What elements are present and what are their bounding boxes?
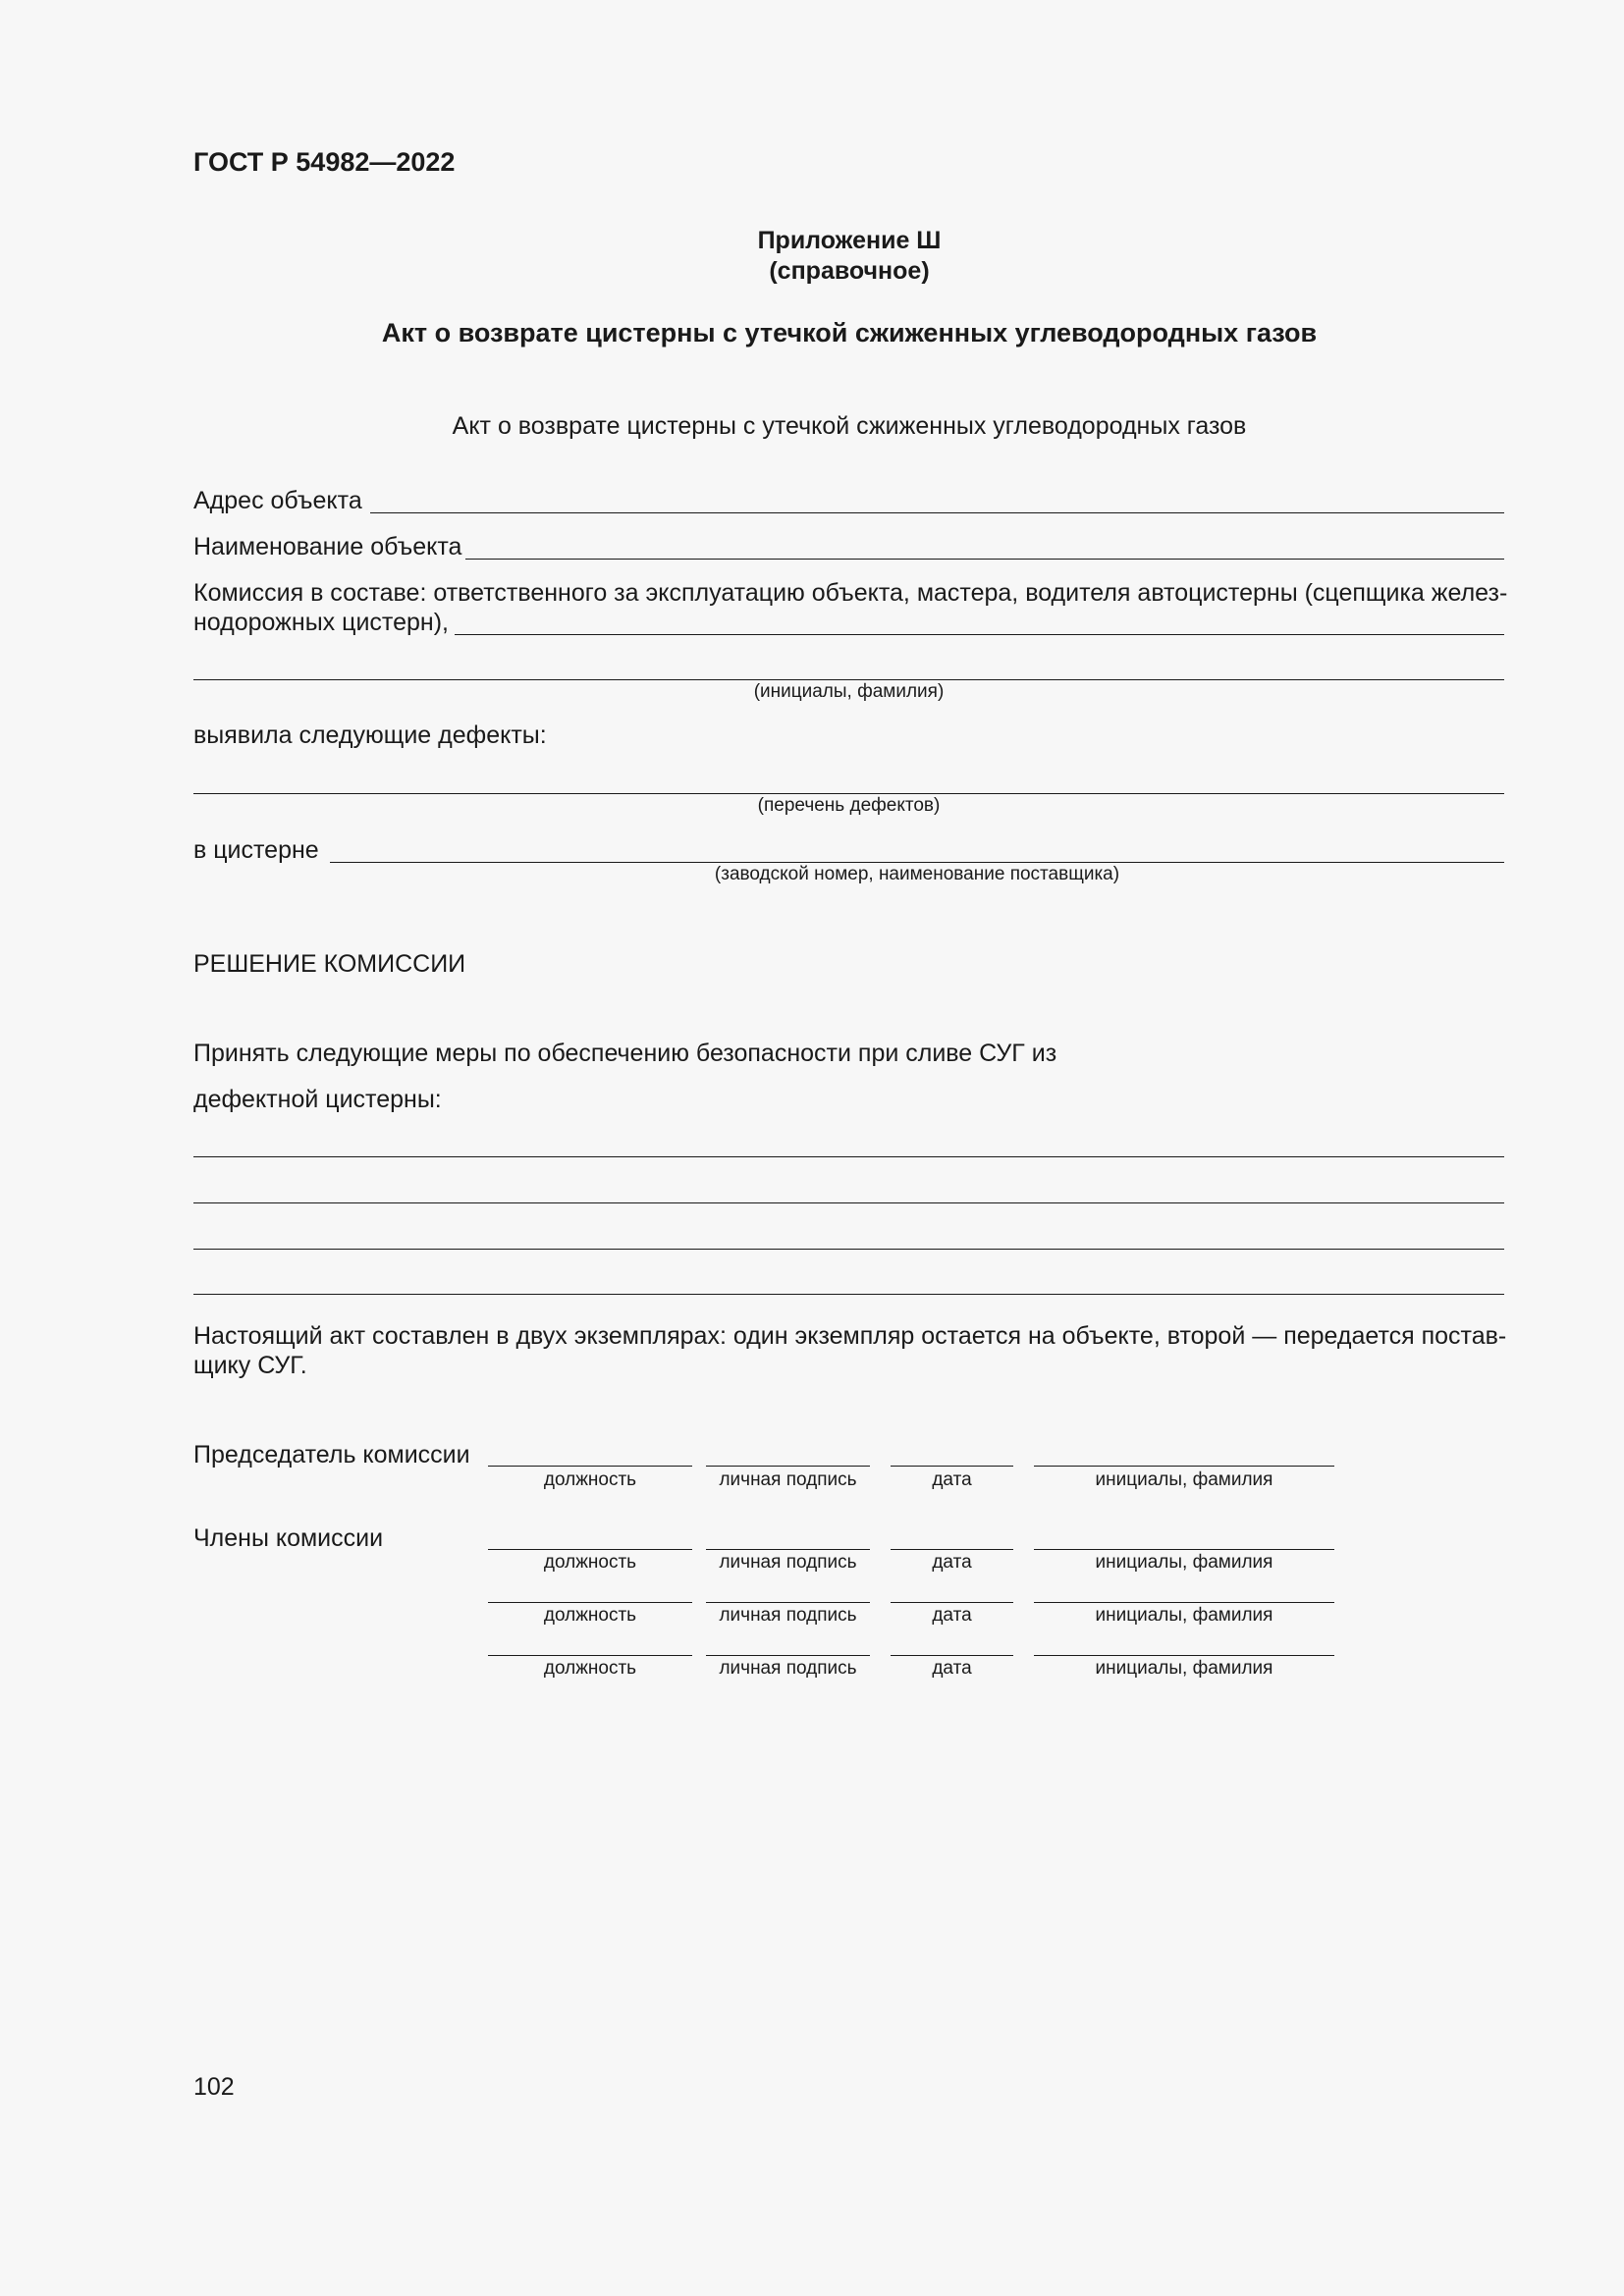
signature-caption: личная подпись: [719, 1552, 857, 1573]
position-caption: должность: [543, 1469, 637, 1490]
appendix-title: Приложение Ш: [757, 227, 942, 254]
signature-field-line[interactable]: [706, 1655, 870, 1656]
object-name-field-line[interactable]: [465, 559, 1504, 560]
date-caption: дата: [932, 1605, 972, 1626]
initials-caption: инициалы, фамилия: [1095, 1469, 1273, 1490]
initials-field-line[interactable]: [1034, 1655, 1334, 1656]
tank-caption: (заводской номер, наименование поставщика): [714, 864, 1120, 884]
commission-text-line1: Комиссия в составе: ответственного за эксплуатацию объекта, мастера, водителя автоцистерны (сцепщика желез-: [193, 579, 1508, 607]
position-field-line[interactable]: [488, 1549, 692, 1550]
commission-text-line2: нодорожных цистерн),: [193, 609, 449, 636]
position-caption: должность: [543, 1605, 637, 1626]
members-label: Члены комиссии: [193, 1524, 384, 1552]
date-caption: дата: [932, 1658, 972, 1679]
measures-text-line1: Принять следующие меры по обеспечению безопасности при сливе СУГ из: [193, 1040, 1057, 1067]
object-name-label: Наименование объекта: [193, 533, 462, 561]
date-field-line[interactable]: [891, 1602, 1013, 1603]
signature-field-line[interactable]: [706, 1549, 870, 1550]
date-caption: дата: [932, 1469, 972, 1490]
copies-text-line2: щику СУГ.: [193, 1352, 307, 1379]
position-field-line[interactable]: [488, 1655, 692, 1656]
date-field-line[interactable]: [891, 1466, 1013, 1467]
tank-label: в цистерне: [193, 836, 319, 864]
defects-label: выявила следующие дефекты:: [193, 721, 547, 749]
address-field-line[interactable]: [370, 512, 1504, 513]
position-caption: должность: [543, 1552, 637, 1573]
initials-caption: инициалы, фамилия: [1095, 1605, 1273, 1626]
page-number: 102: [193, 2073, 235, 2101]
signature-caption: личная подпись: [719, 1605, 857, 1626]
initials-field-line[interactable]: [1034, 1466, 1334, 1467]
defects-caption: (перечень дефектов): [757, 795, 941, 816]
initials-caption: инициалы, фамилия: [1095, 1552, 1273, 1573]
date-field-line[interactable]: [891, 1549, 1013, 1550]
tank-field-line[interactable]: [330, 862, 1504, 863]
measures-field-line[interactable]: [193, 1294, 1504, 1295]
standard-number: ГОСТ Р 54982—2022: [193, 147, 456, 177]
initials-field-line[interactable]: [1034, 1602, 1334, 1603]
form-title: Акт о возврате цистерны с утечкой сжиженных углеводородных газов: [452, 412, 1247, 440]
measures-field-line[interactable]: [193, 1156, 1504, 1157]
position-field-line[interactable]: [488, 1466, 692, 1467]
measures-field-line[interactable]: [193, 1202, 1504, 1203]
decision-heading: РЕШЕНИЕ КОМИССИИ: [193, 950, 466, 978]
signature-caption: личная подпись: [719, 1658, 857, 1679]
measures-text-line2: дефектной цистерны:: [193, 1086, 442, 1113]
address-label: Адрес объекта: [193, 487, 362, 514]
initials-caption: инициалы, фамилия: [1095, 1658, 1273, 1679]
signature-caption: личная подпись: [719, 1469, 857, 1490]
commission-field-line[interactable]: [455, 634, 1504, 635]
date-field-line[interactable]: [891, 1655, 1013, 1656]
copies-text-line1: Настоящий акт составлен в двух экземплярах: один экземпляр остается на объекте, второй — передается постав-: [193, 1322, 1507, 1350]
appendix-kind: (справочное): [769, 257, 930, 285]
position-caption: должность: [543, 1658, 637, 1679]
initials-caption: (инициалы, фамилия): [753, 681, 945, 702]
date-caption: дата: [932, 1552, 972, 1573]
commission-members-line[interactable]: [193, 679, 1504, 680]
signature-field-line[interactable]: [706, 1466, 870, 1467]
position-field-line[interactable]: [488, 1602, 692, 1603]
signature-field-line[interactable]: [706, 1602, 870, 1603]
measures-field-line[interactable]: [193, 1249, 1504, 1250]
defects-field-line[interactable]: [193, 793, 1504, 794]
chairman-label: Председатель комиссии: [193, 1441, 470, 1468]
initials-field-line[interactable]: [1034, 1549, 1334, 1550]
appendix-heading: Акт о возврате цистерны с утечкой сжиженных углеводородных газов: [381, 318, 1318, 347]
